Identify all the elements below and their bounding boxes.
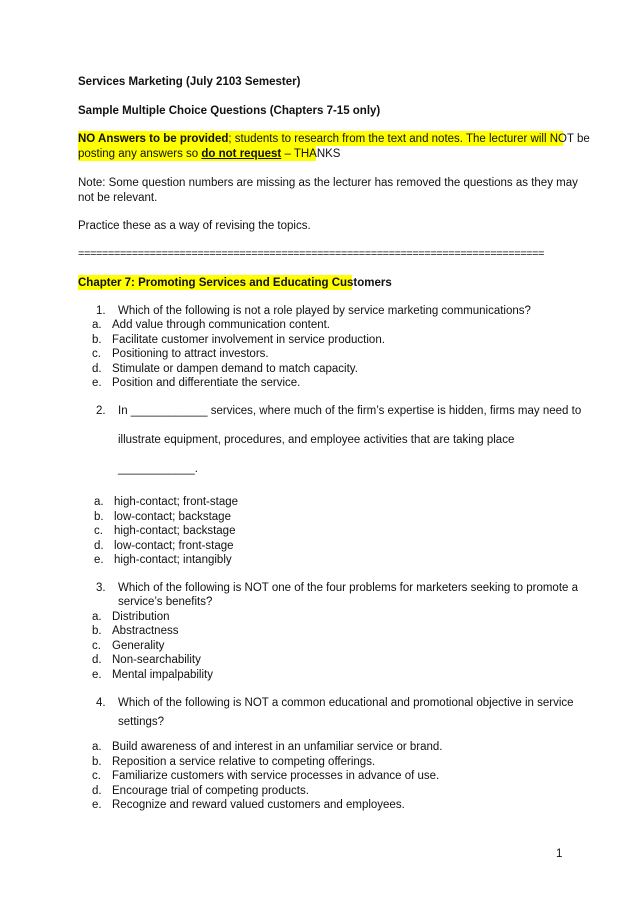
question-text-continued: settings? (118, 716, 165, 728)
document-title: Services Marketing (July 2103 Semester) (78, 76, 301, 88)
question-number: 1. (96, 305, 106, 317)
question-number: 4. (96, 697, 106, 709)
question-text-blank: ____________. (118, 463, 198, 475)
note-line-2: not be relevant. (78, 192, 158, 204)
document-subtitle: Sample Multiple Choice Questions (Chapters 7-15 only) (78, 105, 381, 117)
question-text: Which of the following is NOT one of the four problems for marketers seeking to promote a (118, 582, 578, 594)
question-text-continued: service’s benefits? (118, 596, 213, 608)
question-number: 2. (96, 405, 106, 417)
notice-text: ; students to research from the text and notes. The lecturer will NOT be (228, 133, 590, 145)
notice-text: posting any answers so (78, 148, 202, 160)
chapter-heading: Chapter 7: Promoting Services and Educating Customers (78, 277, 392, 289)
notice-text: – THANKS (281, 148, 341, 160)
practice-text: Practice these as a way of revising the topics. (78, 220, 311, 232)
notice-underlined: do not request (201, 148, 282, 160)
question-text: In ____________ services, where much of the firm’s expertise is hidden, firms may need to (118, 405, 582, 417)
question-text-continued: illustrate equipment, procedures, and employee activities that are taking place (118, 434, 515, 446)
notice-line-1 (78, 132, 590, 147)
separator-line: ============================================================================== (78, 248, 544, 260)
question-text: Which of the following is not a role played by service marketing communications? (118, 305, 531, 317)
note-line-1: Note: Some question numbers are missing as the lecturer has removed the questions as they may (78, 177, 578, 189)
question-number: 3. (96, 582, 106, 594)
question-text: Which of the following is NOT a common educational and promotional objective in service (118, 697, 574, 709)
notice-bold: NO Answers to be provided (78, 133, 229, 145)
page-number: 1 (556, 848, 563, 860)
notice-line-2 (78, 147, 340, 162)
